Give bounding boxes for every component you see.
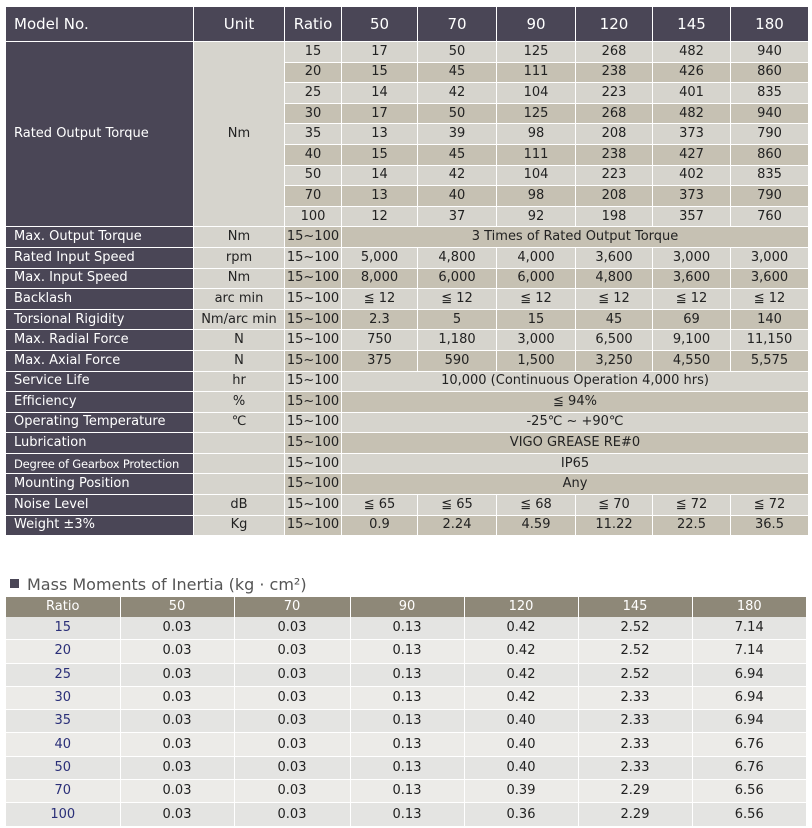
value-cell: 104 [497, 83, 576, 104]
value-cell: 0.03 [234, 640, 350, 663]
table-row [6, 433, 809, 454]
row-unit: hr [194, 371, 285, 392]
value-cell: 835 [731, 83, 809, 104]
value-cell: 268 [576, 103, 653, 124]
value-cell: 4,000 [497, 247, 576, 268]
value-cell: 401 [653, 83, 731, 104]
value-cell: 17 [342, 103, 418, 124]
ratio-cell: 50 [6, 756, 120, 779]
table-row [6, 309, 809, 330]
mass-title-text: Mass Moments of Inertia (kg · cm²) [27, 575, 307, 594]
spec-header-cell: 90 [497, 7, 576, 42]
span-value-cell: -25℃ ~ +90℃ [342, 412, 809, 433]
table-row [6, 268, 809, 289]
value-cell: 3,000 [731, 247, 809, 268]
value-cell: 940 [731, 42, 809, 63]
value-cell: 3,000 [497, 330, 576, 351]
value-cell: 11.22 [576, 515, 653, 536]
row-label: Max. Input Speed [6, 268, 194, 289]
value-cell: 6,000 [418, 268, 497, 289]
value-cell: 9,100 [653, 330, 731, 351]
value-cell: 125 [497, 42, 576, 63]
value-cell: 2.33 [578, 710, 692, 733]
value-cell: 111 [497, 62, 576, 83]
row-unit: rpm [194, 247, 285, 268]
value-cell: 375 [342, 350, 418, 371]
value-cell: 3,250 [576, 350, 653, 371]
row-label: Service Life [6, 371, 194, 392]
value-cell: 0.42 [464, 663, 578, 686]
row-unit: Kg [194, 515, 285, 536]
spec-header-cell: Unit [194, 7, 285, 42]
mass-inertia-table [6, 597, 806, 827]
value-cell: 482 [653, 42, 731, 63]
value-cell: 6.56 [692, 803, 806, 826]
value-cell: 0.03 [234, 733, 350, 756]
value-cell: 0.03 [234, 803, 350, 826]
ratio-cell: 15~100 [285, 227, 342, 248]
value-cell: ≦ 72 [731, 495, 809, 516]
span-value-cell: VIGO GREASE RE#0 [342, 433, 809, 454]
value-cell: 15 [342, 144, 418, 165]
square-bullet-icon [10, 579, 19, 588]
value-cell: 98 [497, 124, 576, 145]
value-cell: 208 [576, 124, 653, 145]
value-cell: 0.36 [464, 803, 578, 826]
row-unit [194, 453, 285, 474]
span-value-cell: 3 Times of Rated Output Torque [342, 227, 809, 248]
ratio-cell: 15~100 [285, 350, 342, 371]
table-row [6, 640, 806, 663]
ratio-cell: 40 [6, 733, 120, 756]
value-cell: ≦ 70 [576, 495, 653, 516]
row-unit: ℃ [194, 412, 285, 433]
value-cell: 0.39 [464, 780, 578, 803]
table-row [6, 412, 809, 433]
spec-header-cell: 70 [418, 7, 497, 42]
ratio-cell: 15~100 [285, 309, 342, 330]
value-cell: 0.13 [350, 617, 464, 640]
ratio-cell: 15~100 [285, 371, 342, 392]
value-cell: 750 [342, 330, 418, 351]
value-cell: 4,550 [653, 350, 731, 371]
value-cell: 0.13 [350, 663, 464, 686]
table-row [6, 686, 806, 709]
value-cell: ≦ 12 [576, 289, 653, 310]
value-cell: 1,500 [497, 350, 576, 371]
value-cell: ≦ 65 [418, 495, 497, 516]
value-cell: 2.29 [578, 803, 692, 826]
value-cell: 0.40 [464, 710, 578, 733]
value-cell: 0.03 [120, 640, 234, 663]
value-cell: 6.94 [692, 663, 806, 686]
value-cell: 0.03 [234, 756, 350, 779]
table-row [6, 756, 806, 779]
row-unit: N [194, 350, 285, 371]
table-row [6, 453, 809, 474]
value-cell: 0.42 [464, 686, 578, 709]
value-cell: 39 [418, 124, 497, 145]
value-cell: 3,600 [653, 268, 731, 289]
mass-header-cell: Ratio [6, 597, 120, 617]
mass-header-cell: 90 [350, 597, 464, 617]
value-cell: 36.5 [731, 515, 809, 536]
row-unit: N [194, 330, 285, 351]
table-row [6, 733, 806, 756]
value-cell: 0.03 [234, 686, 350, 709]
mass-inertia-title [10, 575, 307, 594]
value-cell: 4,800 [418, 247, 497, 268]
value-cell: 14 [342, 165, 418, 186]
ratio-cell: 15~100 [285, 289, 342, 310]
value-cell: 92 [497, 206, 576, 227]
ratio-cell: 15~100 [285, 330, 342, 351]
row-unit [194, 433, 285, 454]
value-cell: 50 [418, 42, 497, 63]
spec-header-cell: 120 [576, 7, 653, 42]
value-cell: 0.03 [120, 780, 234, 803]
value-cell: 0.13 [350, 733, 464, 756]
row-label: Max. Output Torque [6, 227, 194, 248]
ratio-cell: 40 [285, 144, 342, 165]
value-cell: 1,180 [418, 330, 497, 351]
ratio-cell: 35 [6, 710, 120, 733]
value-cell: 6.76 [692, 733, 806, 756]
ratio-cell: 15 [6, 617, 120, 640]
value-cell: 0.9 [342, 515, 418, 536]
mass-header-cell: 120 [464, 597, 578, 617]
value-cell: 0.40 [464, 733, 578, 756]
value-cell: 0.13 [350, 756, 464, 779]
table-row [6, 227, 809, 248]
span-value-cell: 10,000 (Continuous Operation 4,000 hrs) [342, 371, 809, 392]
value-cell: 45 [418, 62, 497, 83]
value-cell: 0.03 [120, 617, 234, 640]
value-cell: 940 [731, 103, 809, 124]
ratio-cell: 35 [285, 124, 342, 145]
value-cell: ≦ 12 [497, 289, 576, 310]
value-cell: 0.03 [120, 733, 234, 756]
value-cell: 104 [497, 165, 576, 186]
table-row [6, 515, 809, 536]
ratio-cell: 25 [285, 83, 342, 104]
spec-header-cell: Model No. [6, 7, 194, 42]
mass-header-cell: 70 [234, 597, 350, 617]
value-cell: 5,000 [342, 247, 418, 268]
mass-header-row [6, 597, 806, 617]
row-unit: dB [194, 495, 285, 516]
row-label: Torsional Rigidity [6, 309, 194, 330]
value-cell: 835 [731, 165, 809, 186]
row-label: Operating Temperature [6, 412, 194, 433]
table-row [6, 474, 809, 495]
value-cell: 790 [731, 186, 809, 207]
spec-header-cell: 145 [653, 7, 731, 42]
value-cell: 2.24 [418, 515, 497, 536]
table-row [6, 289, 809, 310]
value-cell: 238 [576, 62, 653, 83]
ratio-cell: 15~100 [285, 412, 342, 433]
value-cell: 2.33 [578, 733, 692, 756]
value-cell: 427 [653, 144, 731, 165]
row-unit: Nm/arc min [194, 309, 285, 330]
value-cell: 5,575 [731, 350, 809, 371]
value-cell: 268 [576, 42, 653, 63]
row-unit: Nm [194, 268, 285, 289]
value-cell: 111 [497, 144, 576, 165]
value-cell: 5 [418, 309, 497, 330]
row-label: Degree of Gearbox Protection [6, 453, 194, 474]
ratio-cell: 15~100 [285, 474, 342, 495]
spec-header-cell: Ratio [285, 7, 342, 42]
ratio-cell: 25 [6, 663, 120, 686]
value-cell: 50 [418, 103, 497, 124]
value-cell: 6,500 [576, 330, 653, 351]
row-label: Backlash [6, 289, 194, 310]
value-cell: 0.42 [464, 617, 578, 640]
table-row [6, 710, 806, 733]
value-cell: 0.13 [350, 710, 464, 733]
spec-header-row [6, 7, 809, 42]
table-row [6, 780, 806, 803]
value-cell: 0.03 [234, 617, 350, 640]
value-cell: 42 [418, 83, 497, 104]
ratio-cell: 15~100 [285, 268, 342, 289]
value-cell: 2.52 [578, 640, 692, 663]
value-cell: 15 [497, 309, 576, 330]
value-cell: 760 [731, 206, 809, 227]
value-cell: 6.76 [692, 756, 806, 779]
value-cell: 98 [497, 186, 576, 207]
value-cell: 8,000 [342, 268, 418, 289]
ratio-cell: 20 [285, 62, 342, 83]
value-cell: ≦ 68 [497, 495, 576, 516]
value-cell: 0.13 [350, 686, 464, 709]
row-label: Rated Output Torque [6, 42, 194, 227]
value-cell: ≦ 12 [418, 289, 497, 310]
value-cell: ≦ 65 [342, 495, 418, 516]
value-cell: 140 [731, 309, 809, 330]
table-row [6, 803, 806, 826]
value-cell: 7.14 [692, 617, 806, 640]
ratio-cell: 15~100 [285, 433, 342, 454]
span-value-cell: IP65 [342, 453, 809, 474]
value-cell: 373 [653, 186, 731, 207]
ratio-cell: 15~100 [285, 515, 342, 536]
ratio-cell: 30 [6, 686, 120, 709]
row-label: Noise Level [6, 495, 194, 516]
row-unit [194, 474, 285, 495]
value-cell: 6.94 [692, 686, 806, 709]
value-cell: 13 [342, 186, 418, 207]
value-cell: 3,600 [576, 247, 653, 268]
value-cell: 3,600 [731, 268, 809, 289]
row-unit: Nm [194, 42, 285, 227]
value-cell: 0.13 [350, 640, 464, 663]
value-cell: 0.03 [120, 803, 234, 826]
value-cell: 590 [418, 350, 497, 371]
value-cell: 42 [418, 165, 497, 186]
value-cell: 11,150 [731, 330, 809, 351]
row-unit: arc min [194, 289, 285, 310]
value-cell: 4.59 [497, 515, 576, 536]
value-cell: 14 [342, 83, 418, 104]
value-cell: 208 [576, 186, 653, 207]
row-unit: % [194, 392, 285, 413]
value-cell: 0.40 [464, 756, 578, 779]
value-cell: ≦ 72 [653, 495, 731, 516]
value-cell: 15 [342, 62, 418, 83]
value-cell: 0.03 [120, 710, 234, 733]
value-cell: 0.03 [234, 710, 350, 733]
ratio-cell: 100 [6, 803, 120, 826]
value-cell: 860 [731, 144, 809, 165]
value-cell: 37 [418, 206, 497, 227]
table-row [6, 392, 809, 413]
mass-header-cell: 180 [692, 597, 806, 617]
span-value-cell: ≦ 94% [342, 392, 809, 413]
row-label: Max. Axial Force [6, 350, 194, 371]
value-cell: 6.94 [692, 710, 806, 733]
span-value-cell: Any [342, 474, 809, 495]
value-cell: 13 [342, 124, 418, 145]
ratio-cell: 15~100 [285, 495, 342, 516]
table-row [6, 350, 809, 371]
value-cell: ≦ 12 [342, 289, 418, 310]
value-cell: 4,800 [576, 268, 653, 289]
value-cell: ≦ 12 [731, 289, 809, 310]
value-cell: 426 [653, 62, 731, 83]
value-cell: 0.13 [350, 780, 464, 803]
ratio-cell: 20 [6, 640, 120, 663]
ratio-cell: 100 [285, 206, 342, 227]
table-row [6, 247, 809, 268]
value-cell: 125 [497, 103, 576, 124]
ratio-cell: 70 [285, 186, 342, 207]
table-row [6, 42, 809, 63]
value-cell: 238 [576, 144, 653, 165]
ratio-cell: 15~100 [285, 453, 342, 474]
row-label: Efficiency [6, 392, 194, 413]
ratio-cell: 50 [285, 165, 342, 186]
value-cell: 0.03 [120, 686, 234, 709]
value-cell: 2.52 [578, 617, 692, 640]
ratio-cell: 15 [285, 42, 342, 63]
value-cell: 223 [576, 83, 653, 104]
value-cell: ≦ 12 [653, 289, 731, 310]
value-cell: 45 [418, 144, 497, 165]
value-cell: 40 [418, 186, 497, 207]
value-cell: 69 [653, 309, 731, 330]
table-row [6, 371, 809, 392]
value-cell: 357 [653, 206, 731, 227]
row-unit: Nm [194, 227, 285, 248]
value-cell: 0.42 [464, 640, 578, 663]
value-cell: 3,000 [653, 247, 731, 268]
value-cell: 12 [342, 206, 418, 227]
value-cell: 0.13 [350, 803, 464, 826]
value-cell: 22.5 [653, 515, 731, 536]
value-cell: 482 [653, 103, 731, 124]
ratio-cell: 15~100 [285, 247, 342, 268]
value-cell: 0.03 [120, 756, 234, 779]
table-row [6, 617, 806, 640]
mass-header-cell: 50 [120, 597, 234, 617]
value-cell: 6,000 [497, 268, 576, 289]
value-cell: 45 [576, 309, 653, 330]
value-cell: 402 [653, 165, 731, 186]
value-cell: 17 [342, 42, 418, 63]
value-cell: 7.14 [692, 640, 806, 663]
value-cell: 373 [653, 124, 731, 145]
value-cell: 198 [576, 206, 653, 227]
row-label: Weight ±3% [6, 515, 194, 536]
value-cell: 790 [731, 124, 809, 145]
spec-header-cell: 180 [731, 7, 809, 42]
value-cell: 223 [576, 165, 653, 186]
value-cell: 2.29 [578, 780, 692, 803]
row-label: Mounting Position [6, 474, 194, 495]
value-cell: 6.56 [692, 780, 806, 803]
value-cell: 2.33 [578, 686, 692, 709]
value-cell: 2.3 [342, 309, 418, 330]
row-label: Max. Radial Force [6, 330, 194, 351]
spec-table [5, 6, 809, 536]
table-row [6, 663, 806, 686]
ratio-cell: 30 [285, 103, 342, 124]
ratio-cell: 15~100 [285, 392, 342, 413]
value-cell: 0.03 [120, 663, 234, 686]
table-row [6, 495, 809, 516]
table-row [6, 330, 809, 351]
ratio-cell: 70 [6, 780, 120, 803]
spec-header-cell: 50 [342, 7, 418, 42]
value-cell: 2.33 [578, 756, 692, 779]
value-cell: 860 [731, 62, 809, 83]
value-cell: 0.03 [234, 780, 350, 803]
value-cell: 0.03 [234, 663, 350, 686]
value-cell: 2.52 [578, 663, 692, 686]
row-label: Lubrication [6, 433, 194, 454]
mass-header-cell: 145 [578, 597, 692, 617]
row-label: Rated Input Speed [6, 247, 194, 268]
